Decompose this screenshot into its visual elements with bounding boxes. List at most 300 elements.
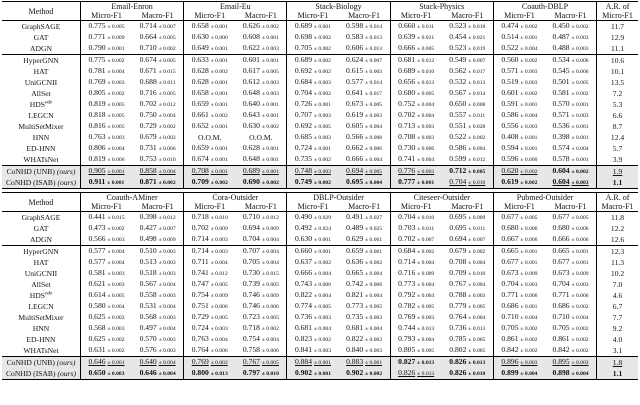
score-value: 0.522 [501, 43, 519, 52]
score-value: 0.790 [88, 43, 106, 52]
score-cell [545, 223, 597, 234]
method-label: HNN [32, 324, 50, 333]
score-std: ± 0.017 [365, 91, 383, 97]
score-cell [545, 212, 597, 224]
score-value: 0.764 [191, 345, 209, 354]
average-rank: 12.2 [610, 224, 625, 233]
score-value: 0.673 [501, 268, 519, 277]
score-value: 0.671 [139, 66, 157, 75]
score-cell [493, 223, 545, 234]
score-value: 0.895 [552, 357, 570, 366]
score-std: ± 0.001 [107, 46, 125, 52]
score-cell [132, 88, 184, 99]
score-value: 0.577 [346, 77, 364, 86]
score-cell [235, 21, 287, 33]
score-std: ± 0.005 [107, 102, 125, 108]
table-row [2, 223, 638, 234]
score-value: 0.763 [88, 132, 106, 141]
score-std: ± 0.005 [468, 169, 486, 175]
score-std: ± 0.004 [520, 371, 538, 377]
score-std: ± 0.004 [365, 326, 383, 332]
score-std: ± 0.006 [520, 293, 538, 299]
score-value: 0.650 [88, 368, 106, 377]
score-cell [184, 223, 236, 234]
score-value: 0.748 [294, 166, 313, 175]
score-std: ± 0.005 [261, 360, 279, 366]
score-cell [132, 312, 184, 323]
score-cell [339, 301, 391, 312]
score-value: 0.842 [501, 345, 519, 354]
score-std: ± 0.006 [261, 348, 279, 354]
score-cell [545, 166, 597, 178]
score-value: 0.842 [552, 345, 570, 354]
score-std: ± 0.001 [107, 180, 125, 186]
score-value: 0.614 [88, 290, 106, 299]
score-value: 0.793 [398, 334, 416, 343]
score-std: ± 0.003 [210, 326, 228, 332]
score-std: ± 0.003 [417, 135, 435, 141]
score-cell [235, 88, 287, 99]
score-value: 0.708 [398, 132, 416, 141]
score-cell [442, 66, 494, 77]
score-value: 0.797 [242, 368, 260, 377]
score-std: ± 0.007 [365, 58, 383, 64]
score-std: ± 0.001 [571, 157, 589, 163]
score-cell [235, 77, 287, 88]
score-std: ± 0.011 [417, 226, 435, 232]
score-value: 0.522 [449, 132, 467, 141]
method-label: MultiSetMixer [18, 313, 64, 322]
score-cell [442, 268, 494, 279]
score-std: ± 0.009 [261, 293, 279, 299]
score-value: 0.902 [294, 368, 313, 377]
ar-header-metric: Macro-F1 [597, 202, 638, 212]
score-value: 0.629 [346, 234, 364, 243]
method-label: ED-HNN [26, 335, 56, 344]
score-value: 0.598 [346, 21, 364, 30]
score-cell [80, 121, 132, 132]
score-std: ± 0.004 [107, 304, 125, 310]
score-std: ± 0.003 [313, 315, 331, 321]
score-value: 0.639 [398, 32, 416, 41]
score-std: ± 0.006 [313, 282, 331, 288]
score-cell [80, 177, 132, 189]
score-std: ± 0.013 [365, 35, 383, 41]
score-std: ± 0.009 [210, 293, 228, 299]
macro-f1-header: Macro-F1 [545, 11, 597, 21]
score-value: 0.652 [191, 121, 209, 130]
score-cell [80, 345, 132, 357]
score-std: ± 0.003 [520, 80, 538, 86]
score-value: 0.408 [501, 132, 519, 141]
score-value: 0.744 [398, 323, 416, 332]
score-cell [287, 43, 339, 55]
score-cell [132, 21, 184, 33]
score-value: 0.704 [294, 88, 313, 97]
score-std: ± 0.012 [468, 157, 486, 163]
score-cell [184, 121, 236, 132]
method-label: LEGCN [28, 111, 54, 120]
score-std: ± 0.005 [417, 91, 435, 97]
score-std: ± 0.005 [417, 304, 435, 310]
score-std: ± 0.003 [107, 80, 125, 86]
score-cell [184, 334, 236, 345]
score-value: 0.704 [242, 234, 260, 243]
score-cell [545, 110, 597, 121]
score-value: 0.711 [191, 257, 209, 266]
table-row [2, 77, 638, 88]
score-std: ± 0.004 [417, 260, 435, 266]
score-value: 0.519 [501, 77, 519, 86]
method-name [2, 32, 80, 43]
average-rank: 1.9 [597, 166, 638, 178]
score-std: ± 0.021 [468, 35, 486, 41]
score-std: ± 0.004 [210, 260, 228, 266]
score-std: ± 0.002 [210, 113, 228, 119]
score-cell [235, 357, 287, 369]
score-std: ± 0.001 [210, 169, 228, 175]
method-name [2, 234, 80, 246]
method-label: CoNHD (UNB) [6, 358, 55, 367]
score-std: ± 0.003 [158, 315, 176, 321]
score-value: 0.556 [501, 121, 519, 130]
score-std: ± 0.004 [365, 157, 383, 163]
score-value: 0.858 [139, 166, 157, 175]
score-std: ± 0.014 [365, 24, 383, 30]
score-std: ± 0.003 [158, 249, 176, 255]
score-cell [339, 334, 391, 345]
score-value: 0.816 [88, 121, 106, 130]
score-cell [545, 177, 597, 189]
score-cell [184, 77, 236, 88]
score-cell [287, 212, 339, 224]
score-value: 0.736 [294, 312, 313, 321]
score-cell [493, 77, 545, 88]
score-std: ± 0.002 [520, 326, 538, 332]
table-row [2, 154, 638, 166]
score-cell [235, 323, 287, 334]
score-std: ± 0.013 [210, 371, 228, 377]
score-cell [184, 32, 236, 43]
method-header: Method [2, 2, 80, 21]
score-std: ± 0.002 [313, 91, 331, 97]
score-value: 0.730 [242, 268, 260, 277]
score-cell [287, 99, 339, 110]
score-std: ± 0.006 [210, 304, 228, 310]
score-value: 0.665 [346, 268, 364, 277]
average-rank: 1.1 [597, 177, 638, 189]
score-value: 0.487 [552, 32, 570, 41]
score-value: 0.819 [88, 154, 106, 163]
score-value: 0.702 [191, 223, 209, 232]
score-value: 0.788 [449, 290, 467, 299]
score-value: 0.566 [88, 234, 106, 243]
score-std: ± 0.001 [261, 102, 279, 108]
score-cell [80, 88, 132, 99]
table-row [2, 177, 638, 189]
score-std: ± 0.008 [468, 102, 486, 108]
score-std: ± 0.001 [520, 102, 538, 108]
score-std: ± 0.006 [158, 146, 176, 152]
score-value: 0.514 [501, 32, 519, 41]
score-cell [132, 223, 184, 234]
score-value: 0.621 [88, 279, 106, 288]
score-cell [132, 43, 184, 55]
score-cell [235, 110, 287, 121]
method-name [2, 143, 80, 154]
score-value: 0.724 [294, 143, 313, 152]
average-rank: 1.8 [597, 357, 638, 369]
score-std: ± 0.002 [417, 249, 435, 255]
score-std: ± 0.015 [107, 215, 125, 221]
score-cell [390, 357, 442, 369]
score-std: ± 0.002 [520, 180, 538, 186]
score-cell [235, 223, 287, 234]
macro-f1-header: Macro-F1 [339, 202, 391, 212]
score-cell [442, 132, 494, 143]
score-std: ± 0.012 [417, 58, 435, 64]
score-cell [545, 55, 597, 67]
score-value: 0.861 [501, 334, 519, 343]
score-cell [442, 177, 494, 189]
score-std: ± 0.004 [158, 113, 176, 119]
score-value: 0.658 [191, 88, 209, 97]
score-std: ± 0.024 [313, 226, 331, 232]
score-std: ± 0.003 [571, 46, 589, 52]
score-value: 0.666 [552, 234, 570, 243]
table-row [2, 345, 638, 357]
score-std: ± 0.002 [468, 249, 486, 255]
score-value: 0.714 [191, 246, 209, 255]
score-value: 0.681 [294, 323, 313, 332]
score-value: 0.690 [242, 177, 260, 186]
ar-header: A.R. of [597, 193, 638, 203]
score-value: 0.640 [139, 357, 157, 366]
score-cell [80, 223, 132, 234]
score-value: 0.656 [398, 77, 416, 86]
average-rank: 6.7 [612, 302, 623, 311]
score-std: ± 0.006 [107, 157, 125, 163]
score-value: 0.604 [552, 177, 570, 186]
score-value: 0.773 [398, 279, 416, 288]
score-cell [390, 279, 442, 290]
score-value: 0.441 [88, 212, 106, 221]
score-cell [442, 77, 494, 88]
score-value: 0.710 [139, 43, 157, 52]
header-row-datasets [2, 193, 638, 203]
score-value: 0.450 [552, 21, 570, 30]
score-value: 0.710 [501, 312, 519, 321]
score-value: 0.704 [398, 212, 416, 221]
table-row [2, 368, 638, 380]
score-cell [390, 212, 442, 224]
average-rank: 11.1 [611, 44, 625, 53]
score-cell [493, 21, 545, 33]
score-std: ± 0.003 [365, 315, 383, 321]
score-value: 0.726 [294, 99, 313, 108]
score-cell [184, 110, 236, 121]
score-value: 0.625 [88, 334, 106, 343]
score-value: 0.774 [294, 301, 313, 310]
score-cell [545, 368, 597, 380]
score-cell [390, 143, 442, 154]
score-std: ± 0.002 [158, 135, 176, 141]
average-rank: 12.9 [610, 33, 625, 42]
score-value: 0.705 [294, 43, 313, 52]
score-value: 0.884 [294, 357, 313, 366]
score-cell [235, 368, 287, 380]
method-label: HAT [33, 258, 49, 267]
score-value: 0.557 [449, 110, 467, 119]
score-cell [545, 32, 597, 43]
score-value: 0.769 [191, 357, 209, 366]
score-value: 0.714 [139, 21, 157, 30]
score-value: 0.716 [139, 88, 157, 97]
score-cell [80, 301, 132, 312]
micro-f1-header: Micro-F1 [80, 11, 132, 21]
score-cell [80, 290, 132, 301]
table-row [2, 246, 638, 258]
method-label: ADGN [30, 235, 52, 244]
score-std: ± 0.006 [520, 237, 538, 243]
score-std: ± 0.001 [365, 237, 383, 243]
score-value: 0.775 [88, 21, 106, 30]
score-std: ± 0.003 [520, 282, 538, 288]
score-std: ± 0.019 [468, 46, 486, 52]
score-cell [545, 77, 597, 88]
score-value: 0.782 [398, 301, 416, 310]
score-value: 0.707 [294, 110, 313, 119]
score-std: ± 0.001 [571, 135, 589, 141]
score-std: ± 0.005 [313, 124, 331, 130]
score-std: ± 0.002 [210, 180, 228, 186]
method-label: UniGCNII [24, 78, 58, 87]
score-std: ± 0.004 [261, 249, 279, 255]
score-value: 0.501 [552, 77, 570, 86]
score-cell [287, 279, 339, 290]
score-value: 0.681 [398, 55, 416, 64]
score-cell [442, 143, 494, 154]
score-std: ± 0.005 [417, 46, 435, 52]
ours-tag: (ours) [56, 167, 76, 176]
score-std: ± 0.003 [313, 169, 331, 175]
score-value: 0.578 [552, 154, 570, 163]
score-cell [390, 55, 442, 67]
score-cell [184, 234, 236, 246]
score-cell [390, 177, 442, 189]
score-value: 0.883 [346, 357, 364, 366]
score-value: 0.777 [398, 177, 416, 186]
score-value: 0.771 [552, 290, 570, 299]
score-std: ± 0.014 [365, 80, 383, 86]
method-name [2, 268, 80, 279]
score-value: 0.735 [346, 312, 364, 321]
method-label: CoNHD (UNB) [6, 167, 55, 176]
score-cell [235, 212, 287, 224]
table-row [2, 99, 638, 110]
score-value: 0.689 [398, 66, 416, 75]
score-cell [390, 257, 442, 268]
score-cell [235, 279, 287, 290]
score-cell [339, 132, 391, 143]
score-std: ± 0.007 [468, 237, 486, 243]
score-value: 0.736 [449, 323, 467, 332]
method-label: WHATsNet [23, 346, 59, 355]
score-std: ± 0.005 [313, 304, 331, 310]
score-std: ± 0.003 [520, 124, 538, 130]
score-cell [493, 368, 545, 380]
score-std: ± 0.002 [365, 260, 383, 266]
score-value: 0.695 [346, 177, 364, 186]
score-value: 0.560 [501, 55, 519, 64]
score-value: 0.712 [449, 166, 467, 175]
dataset-header: Coauth-AMiner [80, 193, 183, 203]
average-rank: 10.6 [597, 55, 638, 67]
score-cell [235, 268, 287, 279]
score-cell [80, 21, 132, 33]
score-cell [545, 132, 597, 143]
score-std: ± 0.005 [468, 337, 486, 343]
score-std: ± 0.004 [158, 360, 176, 366]
score-cell [339, 77, 391, 88]
score-value: 0.822 [294, 290, 313, 299]
score-std: ± 0.010 [417, 69, 435, 75]
score-value: 0.746 [242, 290, 260, 299]
score-cell [287, 257, 339, 268]
score-value: 0.630 [242, 121, 260, 130]
score-std: ± 0.001 [210, 24, 228, 30]
score-value: 0.742 [346, 279, 364, 288]
score-std: ± 0.001 [261, 146, 279, 152]
score-value: 0.577 [88, 257, 106, 266]
score-std: ± 0.005 [158, 35, 176, 41]
score-value: 0.531 [139, 301, 157, 310]
score-value: 0.677 [552, 257, 570, 266]
average-rank: 4.6 [612, 291, 623, 300]
score-cell [545, 301, 597, 312]
score-std: ± 0.005 [107, 124, 125, 130]
score-value: 0.805 [88, 88, 106, 97]
average-rank: 11.8 [611, 213, 625, 222]
score-cell [442, 154, 494, 166]
score-cell [339, 110, 391, 121]
score-value: 0.752 [398, 99, 416, 108]
dataset-header: Coauth-DBLP [493, 2, 596, 12]
score-std: ± 0.004 [417, 102, 435, 108]
method-name [2, 55, 80, 67]
score-cell [493, 110, 545, 121]
score-std: ± 0.003 [107, 237, 125, 243]
score-value: 0.534 [552, 55, 570, 64]
score-value: 0.551 [449, 121, 467, 130]
score-cell [184, 143, 236, 154]
table-row [2, 110, 638, 121]
dataset-header: Cora-Outsider [184, 193, 287, 203]
score-cell [390, 21, 442, 33]
score-cell [390, 132, 442, 143]
score-cell [132, 177, 184, 189]
score-value: 0.743 [294, 279, 313, 288]
score-cell [545, 290, 597, 301]
score-cell [80, 154, 132, 166]
score-std: ± 0.003 [261, 46, 279, 52]
score-std: ± 0.013 [365, 46, 383, 52]
score-std: ± 0.001 [210, 46, 228, 52]
score-value: 0.707 [242, 246, 260, 255]
score-std: ± 0.002 [107, 58, 125, 64]
score-value: 0.694 [449, 234, 467, 243]
score-value: 0.750 [139, 110, 157, 119]
